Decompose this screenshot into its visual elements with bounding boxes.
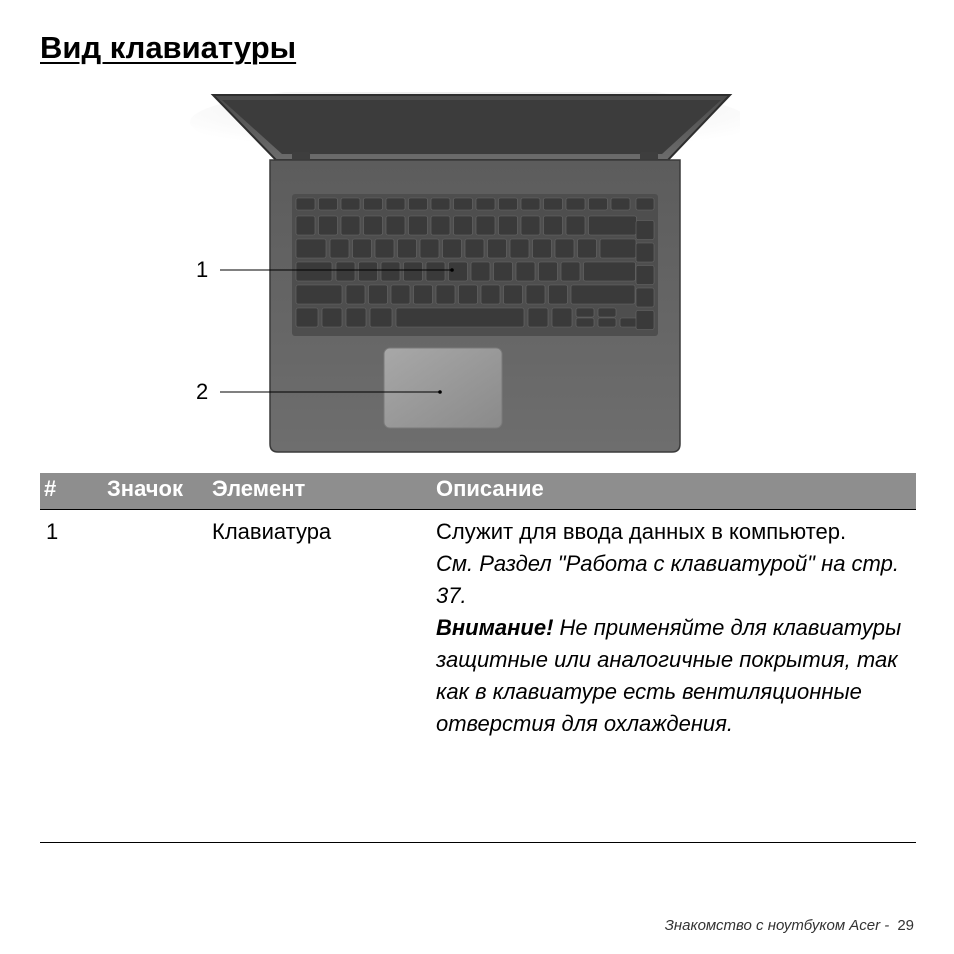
keyboard-key	[381, 262, 400, 281]
page-title: Вид клавиатуры	[40, 30, 297, 65]
keyboard-key	[346, 285, 365, 304]
row-description	[436, 516, 906, 740]
keyboard-key	[465, 239, 484, 258]
keyboard-key	[414, 285, 433, 304]
keyboard-key	[526, 285, 545, 304]
keyboard-key	[516, 262, 535, 281]
keyboard-key	[341, 198, 360, 210]
keyboard-key	[494, 262, 513, 281]
keyboard-key	[611, 198, 630, 210]
keyboard-key	[431, 198, 450, 210]
keyboard-key	[561, 262, 580, 281]
keyboard-key	[386, 216, 405, 235]
keyboard-key	[578, 239, 597, 258]
keyboard-key	[296, 198, 315, 210]
keyboard-key	[471, 262, 490, 281]
keyboard-key	[426, 262, 445, 281]
keyboard-key	[296, 239, 326, 258]
keyboard-key	[330, 239, 349, 258]
keyboard-key	[600, 239, 636, 258]
keyboard-key	[370, 308, 392, 327]
keyboard-key	[369, 285, 388, 304]
keyboard-key	[566, 198, 585, 210]
lid-inner	[222, 100, 721, 154]
keyboard-key	[443, 239, 462, 258]
keyboard-key	[533, 239, 552, 258]
keyboard-key	[636, 288, 654, 307]
keyboard-key	[636, 311, 654, 330]
keyboard-key	[454, 216, 473, 235]
keyboard-key	[504, 285, 523, 304]
components-table	[40, 473, 916, 843]
keyboard-key	[544, 216, 563, 235]
warning-text: Не применяйте для клавиатуры защитные или аналогичные покрытия, так как в клавиатуре есть вентиляционные отверстия для охлаждения.	[436, 615, 902, 736]
keyboard-key	[346, 308, 366, 327]
keyboard-key	[598, 308, 616, 317]
row-num: 1	[46, 519, 59, 544]
keyboard-key	[584, 262, 636, 281]
keyboard-key	[420, 239, 439, 258]
keyboard-key	[353, 239, 372, 258]
keyboard-key	[336, 262, 355, 281]
keyboard-key	[555, 239, 574, 258]
keyboard-key	[409, 198, 428, 210]
callout-dot-2	[438, 390, 442, 394]
keyboard-key	[391, 285, 410, 304]
keyboard-key	[636, 243, 654, 262]
page-footer	[665, 917, 914, 934]
keyboard-key	[636, 266, 654, 285]
header-item: Элемент	[212, 476, 306, 501]
keyboard-key	[364, 216, 383, 235]
callout-label-1: 1	[196, 257, 209, 282]
keyboard-key	[459, 285, 478, 304]
keyboard-key	[576, 308, 594, 317]
warning-label: Внимание!	[436, 615, 554, 640]
keyboard-key	[539, 262, 558, 281]
callout-label-2: 2	[196, 379, 209, 404]
keyboard-key	[398, 239, 417, 258]
keyboard-key	[476, 216, 495, 235]
keyboard-key	[436, 285, 455, 304]
keyboard-key	[364, 198, 383, 210]
keyboard-key	[481, 285, 500, 304]
keyboard-key	[598, 318, 616, 327]
keyboard-key	[521, 216, 540, 235]
keyboard-key	[375, 239, 394, 258]
keyboard-key	[549, 285, 568, 304]
keyboard-key	[566, 216, 585, 235]
description-reference: См. Раздел "Работа с клавиатурой" на стр. 37.	[436, 551, 899, 608]
laptop-keyboard-figure	[180, 92, 740, 454]
keyboard-key	[589, 216, 637, 235]
header-icon: Значок	[107, 476, 183, 501]
keyboard-key	[396, 308, 524, 327]
footer-section: Знакомство с ноутбуком Acer -	[664, 917, 890, 934]
keyboard-key	[544, 198, 563, 210]
header-description: Описание	[436, 476, 544, 501]
keyboard-key	[510, 239, 529, 258]
table-header-row	[40, 473, 916, 510]
row-item: Клавиатура	[212, 519, 332, 544]
keyboard-key	[620, 318, 638, 327]
keyboard-key	[359, 262, 378, 281]
laptop-illustration	[180, 92, 740, 454]
keyboard-key	[322, 308, 342, 327]
description-main: Служит для ввода данных в компьютер.	[436, 519, 847, 544]
keyboard-key	[528, 308, 548, 327]
keyboard-key	[499, 216, 518, 235]
keyboard-key	[499, 198, 518, 210]
keyboard-key	[454, 198, 473, 210]
keyboard-key	[589, 198, 608, 210]
keyboard-key	[386, 198, 405, 210]
keyboard-key	[319, 198, 338, 210]
page-number: 29	[897, 917, 914, 934]
keyboard-key	[552, 308, 572, 327]
keyboard-key	[296, 216, 315, 235]
keyboard-key	[404, 262, 423, 281]
callout-dot-1	[450, 268, 454, 272]
keyboard-key	[319, 216, 338, 235]
keyboard-key	[636, 221, 654, 240]
keyboard-key	[521, 198, 540, 210]
keyboard-key	[488, 239, 507, 258]
keyboard-key	[409, 216, 428, 235]
keyboard-key	[431, 216, 450, 235]
keyboard-key	[296, 262, 332, 281]
table-row	[40, 510, 916, 843]
keyboard-key	[571, 285, 635, 304]
keyboard-key	[296, 285, 342, 304]
keyboard-key	[476, 198, 495, 210]
keyboard-key	[636, 198, 654, 210]
header-num: #	[44, 476, 57, 501]
keyboard-key	[576, 318, 594, 327]
keyboard-key	[296, 308, 318, 327]
touchpad	[384, 348, 502, 428]
keyboard-key	[341, 216, 360, 235]
